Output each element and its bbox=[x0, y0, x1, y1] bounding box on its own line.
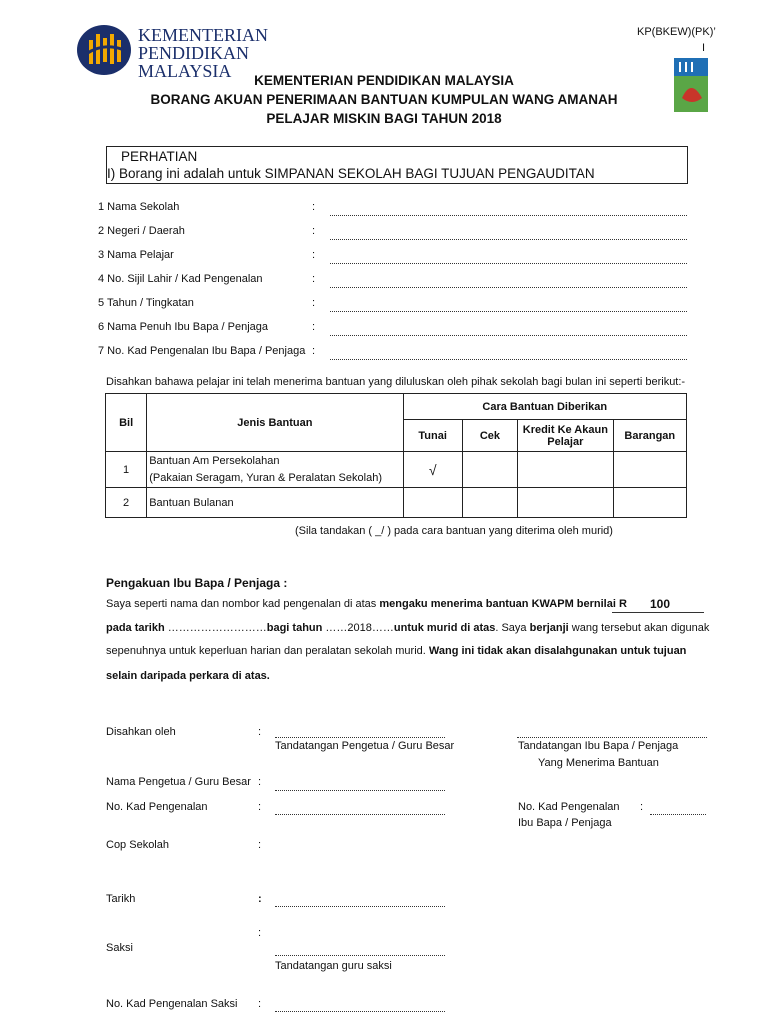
decl-dots-1: ……………………… bbox=[164, 622, 267, 634]
field-input-line[interactable] bbox=[330, 349, 687, 360]
field-separator: : bbox=[312, 249, 316, 261]
field-label: 1 Nama Sekolah bbox=[98, 201, 180, 213]
reference-code-2: I bbox=[702, 42, 706, 54]
row-kredit[interactable] bbox=[518, 488, 613, 518]
decl-untuk-murid: untuk murid di atas bbox=[393, 622, 496, 634]
row-kredit[interactable] bbox=[518, 452, 613, 488]
ministry-logo bbox=[76, 24, 132, 76]
row-barangan[interactable] bbox=[613, 488, 686, 518]
field-separator: : bbox=[312, 297, 316, 309]
no-kp-ibubapa-line[interactable] bbox=[650, 804, 706, 815]
row-jenis-line-2: (Pakaian Seragam, Yuran & Peralatan Sekolah) bbox=[149, 471, 382, 484]
title-line-1: KEMENTERIAN PENDIDIKAN MALAYSIA bbox=[254, 73, 514, 88]
decl-bagi-tahun: bagi tahun bbox=[266, 622, 323, 634]
logo-line-1: KEMENTERIAN bbox=[138, 25, 268, 45]
logo-text bbox=[138, 26, 268, 80]
declaration-line-1 bbox=[106, 598, 627, 610]
row-jenis: Bantuan Bulanan bbox=[147, 488, 403, 518]
col-tunai: Tunai bbox=[403, 420, 462, 452]
field-separator: : bbox=[312, 225, 316, 237]
title-line-2: BORANG AKUAN PENERIMAAN BANTUAN KUMPULAN WANG AMANAH bbox=[150, 92, 618, 107]
field-input-line[interactable] bbox=[330, 277, 687, 288]
row-bil: 2 bbox=[106, 488, 147, 518]
table-note: (Sila tandakan ( _/ ) pada cara bantuan yang diterima oleh murid) bbox=[295, 525, 613, 537]
field-input-line[interactable] bbox=[330, 205, 687, 216]
sep: : bbox=[258, 839, 262, 851]
decl-text: Saya seperti nama dan nombor kad pengenalan di atas bbox=[106, 598, 380, 610]
no-kp-saksi-line[interactable] bbox=[275, 1001, 445, 1012]
field-input-line[interactable] bbox=[330, 301, 687, 312]
declaration-heading: Pengakuan Ibu Bapa / Penjaga : bbox=[106, 576, 288, 590]
col-jenis-bantuan: Jenis Bantuan bbox=[147, 394, 403, 452]
row-tunai[interactable] bbox=[403, 488, 462, 518]
declaration-line-3 bbox=[106, 645, 686, 657]
decl-dots-2: ……2018…… bbox=[322, 622, 394, 634]
row-tunai[interactable]: √ bbox=[403, 452, 462, 488]
field-input-line[interactable] bbox=[330, 229, 687, 240]
decl-tarikh: pada tarikh bbox=[106, 622, 165, 634]
col-barangan: Barangan bbox=[613, 420, 686, 452]
field-separator: : bbox=[312, 201, 316, 213]
amount-field[interactable] bbox=[612, 597, 704, 613]
field-label: 3 Nama Pelajar bbox=[98, 249, 174, 261]
pengetua-signature-line[interactable] bbox=[275, 727, 445, 738]
row-bil: 1 bbox=[106, 452, 147, 488]
field-separator: : bbox=[312, 273, 316, 285]
nama-pengetua-line[interactable] bbox=[275, 780, 445, 791]
decl-sepenuhnya: sepenuhnya untuk keperluan harian dan peralatan sekolah murid. bbox=[106, 645, 429, 657]
notice-box bbox=[106, 146, 688, 184]
saksi-signature-line[interactable] bbox=[275, 945, 445, 956]
notice-heading: PERHATIAN bbox=[121, 149, 198, 164]
saksi-label: Saksi bbox=[106, 942, 133, 954]
row-cek[interactable] bbox=[462, 452, 517, 488]
no-kp-label: No. Kad Pengenalan bbox=[106, 801, 208, 813]
row-jenis bbox=[147, 452, 403, 488]
table-row bbox=[106, 452, 687, 488]
sep: : bbox=[258, 726, 262, 738]
sep: : bbox=[640, 801, 644, 813]
aid-table bbox=[105, 393, 687, 518]
sep: : bbox=[258, 927, 262, 939]
logo-line-2: PENDIDIKAN bbox=[138, 43, 249, 63]
ibubapa-signature-line[interactable] bbox=[517, 727, 707, 738]
col-cek: Cek bbox=[462, 420, 517, 452]
row-cek[interactable] bbox=[462, 488, 517, 518]
no-kp-ibubapa-label: No. Kad Pengenalan bbox=[518, 801, 620, 813]
ministry-logo-icon bbox=[76, 24, 132, 76]
col-bil: Bil bbox=[106, 394, 147, 452]
table-row bbox=[106, 488, 687, 518]
ibubapa-signature-label: Tandatangan Ibu Bapa / Penjaga bbox=[518, 740, 679, 752]
no-kp-ibubapa-label-2: Ibu Bapa / Penjaga bbox=[518, 817, 612, 829]
nama-pengetua-label: Nama Pengetua / Guru Besar bbox=[106, 776, 251, 788]
no-kp-saksi-label: No. Kad Pengenalan Saksi bbox=[106, 998, 238, 1010]
field-label: 5 Tahun / Tingkatan bbox=[98, 297, 194, 309]
ibubapa-signature-label-2: Yang Menerima Bantuan bbox=[538, 757, 659, 769]
saksi-signature-label: Tandatangan guru saksi bbox=[275, 960, 392, 972]
tarikh-label: Tarikh bbox=[106, 893, 136, 905]
no-kp-line[interactable] bbox=[275, 804, 445, 815]
field-label: 4 No. Sijil Lahir / Kad Pengenalan bbox=[98, 273, 263, 285]
declaration-line-4: selain daripada perkara di atas. bbox=[106, 670, 270, 682]
field-label: 7 No. Kad Pengenalan Ibu Bapa / Penjaga bbox=[98, 345, 306, 357]
decl-bold: mengaku menerima bantuan KWAPM bernilai R bbox=[379, 598, 627, 610]
field-separator: : bbox=[312, 345, 316, 357]
row-jenis-line-1: Bantuan Am Persekolahan bbox=[149, 454, 280, 467]
sep: : bbox=[258, 776, 262, 788]
disahkan-label: Disahkan oleh bbox=[106, 726, 176, 738]
decl-berjanji: berjanji bbox=[529, 622, 569, 634]
notice-text: I) Borang ini adalah untuk SIMPANAN SEKOLAH BAGI TUJUAN PENGAUDITAN bbox=[107, 166, 595, 181]
decl-saya: . Saya bbox=[495, 622, 530, 634]
declaration-line-2 bbox=[106, 622, 709, 634]
field-input-line[interactable] bbox=[330, 253, 687, 264]
decl-wang-ini: Wang ini tidak akan disalahgunakan untuk tujuan bbox=[428, 645, 687, 657]
row-barangan[interactable] bbox=[613, 452, 686, 488]
tarikh-line[interactable] bbox=[275, 896, 445, 907]
field-label: 2 Negeri / Daerah bbox=[98, 225, 185, 237]
field-input-line[interactable] bbox=[330, 325, 687, 336]
title-line-3: PELAJAR MISKIN BAGI TAHUN 2018 bbox=[266, 111, 502, 126]
sep: : bbox=[258, 893, 262, 905]
decl-wang: wang tersebut akan digunak bbox=[568, 622, 710, 634]
field-label: 6 Nama Penuh Ibu Bapa / Penjaga bbox=[98, 321, 269, 333]
sep: : bbox=[258, 998, 262, 1010]
col-kredit: Kredit Ke Akaun Pelajar bbox=[518, 420, 613, 452]
cop-sekolah-label: Cop Sekolah bbox=[106, 839, 169, 851]
sep: : bbox=[258, 801, 262, 813]
amount-value: 100 bbox=[650, 597, 671, 611]
confirm-text: Disahkan bahawa pelajar ini telah menerima bantuan yang diluluskan oleh pihak sekolah bagi bulan ini seperti berikut:- bbox=[106, 376, 686, 388]
pengetua-signature-label: Tandatangan Pengetua / Guru Besar bbox=[275, 740, 455, 752]
col-cara-bantuan: Cara Bantuan Diberikan bbox=[403, 394, 686, 420]
field-separator: : bbox=[312, 321, 316, 333]
logo-line-3: MALAYSIA bbox=[138, 61, 232, 81]
reference-code: KP(BKEW)(PK)’ bbox=[637, 26, 716, 38]
